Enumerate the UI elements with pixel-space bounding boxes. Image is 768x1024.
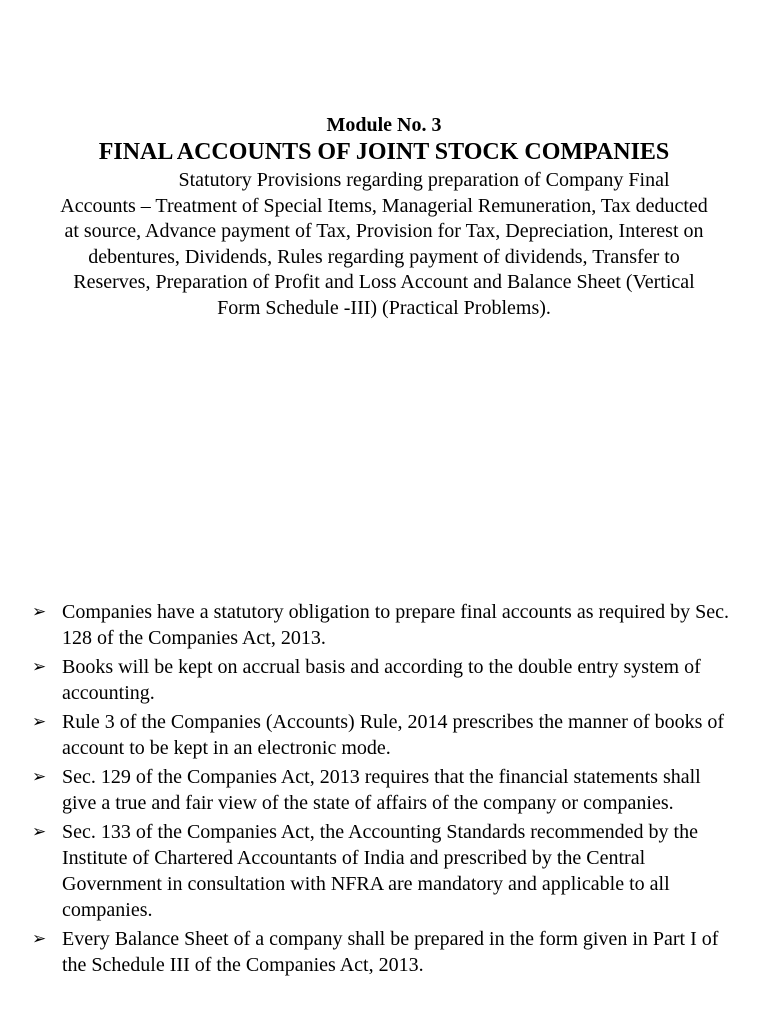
list-item bbox=[32, 926, 732, 978]
list-item bbox=[32, 764, 732, 816]
list-item-text: Sec. 133 of the Companies Act, the Accounting Standards recommended by the Institute of Chartered Accountants of India and prescribed by the Central Government in consultation with NFRA are mandatory and applicable to all companies. bbox=[62, 821, 698, 921]
list-item-text: Books will be kept on accrual basis and according to the double entry system of accounting. bbox=[62, 656, 701, 704]
list-item bbox=[32, 599, 732, 651]
list-item-text: Companies have a statutory obligation to prepare final accounts as required by Sec. 128 of the Companies Act, 2013. bbox=[62, 601, 730, 649]
bullet-list bbox=[32, 599, 732, 981]
arrowhead-bullet-icon: ➢ bbox=[32, 929, 47, 949]
list-item bbox=[32, 709, 732, 761]
list-item bbox=[32, 654, 732, 706]
list-item-text: Rule 3 of the Companies (Accounts) Rule, 2014 prescribes the manner of books of account to be kept in an electronic mode. bbox=[62, 711, 725, 759]
list-item-text: Every Balance Sheet of a company shall be prepared in the form given in Part I of the Schedule III of the Companies Act, 2013. bbox=[62, 928, 719, 976]
list-item-text: Sec. 129 of the Companies Act, 2013 requires that the financial statements shall give a true and fair view of the state of affairs of the company or companies. bbox=[62, 766, 701, 814]
arrowhead-bullet-icon: ➢ bbox=[32, 657, 47, 677]
arrowhead-bullet-icon: ➢ bbox=[32, 822, 47, 842]
syllabus-paragraph bbox=[60, 168, 708, 321]
arrowhead-bullet-icon: ➢ bbox=[32, 767, 47, 787]
syllabus-text: Statutory Provisions regarding preparation of Company Final Accounts – Treatment of Special Items, Managerial Remuneration, Tax deducted at source, Advance payment of Tax, Provision for Tax, Depreciation, Interest on debentures, Dividends, Rules regarding payment of dividends, Transfer to Reserves, Preparation of Profit and Loss Account and Balance Sheet (Vertical Form Schedule -III) (Practical Problems). bbox=[60, 169, 708, 319]
arrowhead-bullet-icon: ➢ bbox=[32, 712, 47, 732]
arrowhead-bullet-icon: ➢ bbox=[32, 602, 47, 622]
list-item bbox=[32, 819, 732, 923]
page-title: FINAL ACCOUNTS OF JOINT STOCK COMPANIES bbox=[98, 139, 670, 165]
document-header bbox=[0, 113, 768, 167]
module-number: Module No. 3 bbox=[326, 114, 442, 136]
